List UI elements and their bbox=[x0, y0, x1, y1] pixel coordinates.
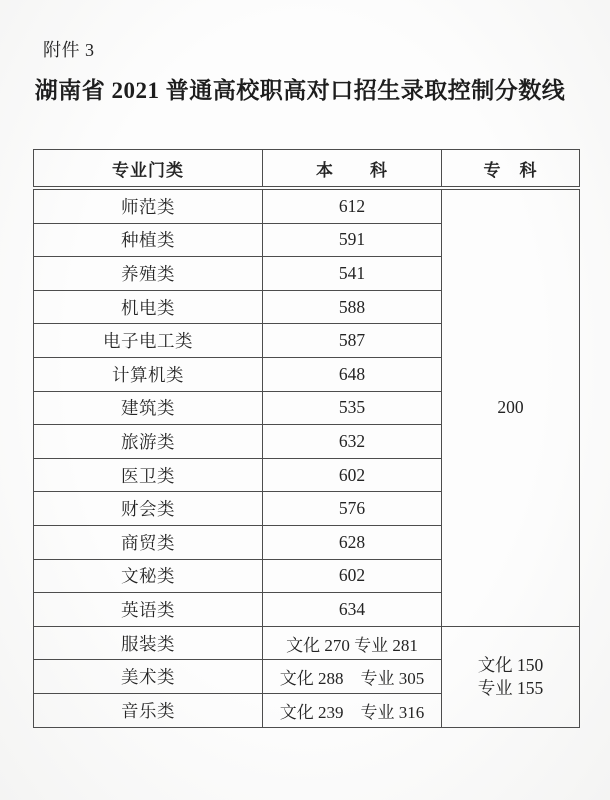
category-cell: 美术类 bbox=[34, 660, 263, 694]
header-benke: 本 科 bbox=[263, 150, 442, 189]
category-cell: 财会类 bbox=[34, 492, 263, 526]
header-zhuanke: 专 科 bbox=[442, 150, 580, 189]
category-cell: 种植类 bbox=[34, 223, 263, 257]
benke-cell: 602 bbox=[263, 559, 442, 593]
category-cell: 文秘类 bbox=[34, 559, 263, 593]
benke-cell: 648 bbox=[263, 357, 442, 391]
benke-cell: 612 bbox=[263, 188, 442, 223]
benke-cell: 628 bbox=[263, 525, 442, 559]
category-cell: 旅游类 bbox=[34, 425, 263, 459]
category-cell: 商贸类 bbox=[34, 525, 263, 559]
zhuanke-culture-line: 文化 150 bbox=[477, 654, 544, 675]
score-table bbox=[33, 149, 580, 728]
attachment-label: 附件 3 bbox=[43, 40, 95, 60]
category-cell: 养殖类 bbox=[34, 257, 263, 291]
category-cell: 师范类 bbox=[34, 188, 263, 223]
category-cell: 机电类 bbox=[34, 290, 263, 324]
benke-cell: 588 bbox=[263, 290, 442, 324]
header-row bbox=[34, 150, 580, 189]
table-row bbox=[34, 188, 580, 223]
category-cell: 音乐类 bbox=[34, 693, 263, 727]
category-cell: 医卫类 bbox=[34, 458, 263, 492]
zhuanke-merged-cell-group1: 200 bbox=[442, 188, 580, 626]
page-title: 湖南省 2021 普通高校职高对口招生录取控制分数线 bbox=[34, 78, 566, 103]
category-cell: 英语类 bbox=[34, 593, 263, 627]
benke-cell: 632 bbox=[263, 425, 442, 459]
benke-cell: 文化 270 专业 281 bbox=[263, 626, 442, 660]
category-cell: 服装类 bbox=[34, 626, 263, 660]
header-category: 专业门类 bbox=[34, 150, 263, 189]
category-cell: 电子电工类 bbox=[34, 324, 263, 358]
zhuanke-major-line: 专业 155 bbox=[477, 677, 544, 698]
benke-cell: 576 bbox=[263, 492, 442, 526]
score-table-header bbox=[34, 150, 580, 189]
zhuanke-merged-cell-group2 bbox=[442, 626, 580, 727]
benke-cell: 文化 288 专业 305 bbox=[263, 660, 442, 694]
category-cell: 计算机类 bbox=[34, 357, 263, 391]
score-table-body bbox=[34, 188, 580, 727]
benke-cell: 602 bbox=[263, 458, 442, 492]
category-cell: 建筑类 bbox=[34, 391, 263, 425]
table-row bbox=[34, 626, 580, 660]
benke-cell: 535 bbox=[263, 391, 442, 425]
benke-cell: 文化 239 专业 316 bbox=[263, 693, 442, 727]
benke-cell: 591 bbox=[263, 223, 442, 257]
benke-cell: 634 bbox=[263, 593, 442, 627]
benke-cell: 541 bbox=[263, 257, 442, 291]
benke-cell: 587 bbox=[263, 324, 442, 358]
